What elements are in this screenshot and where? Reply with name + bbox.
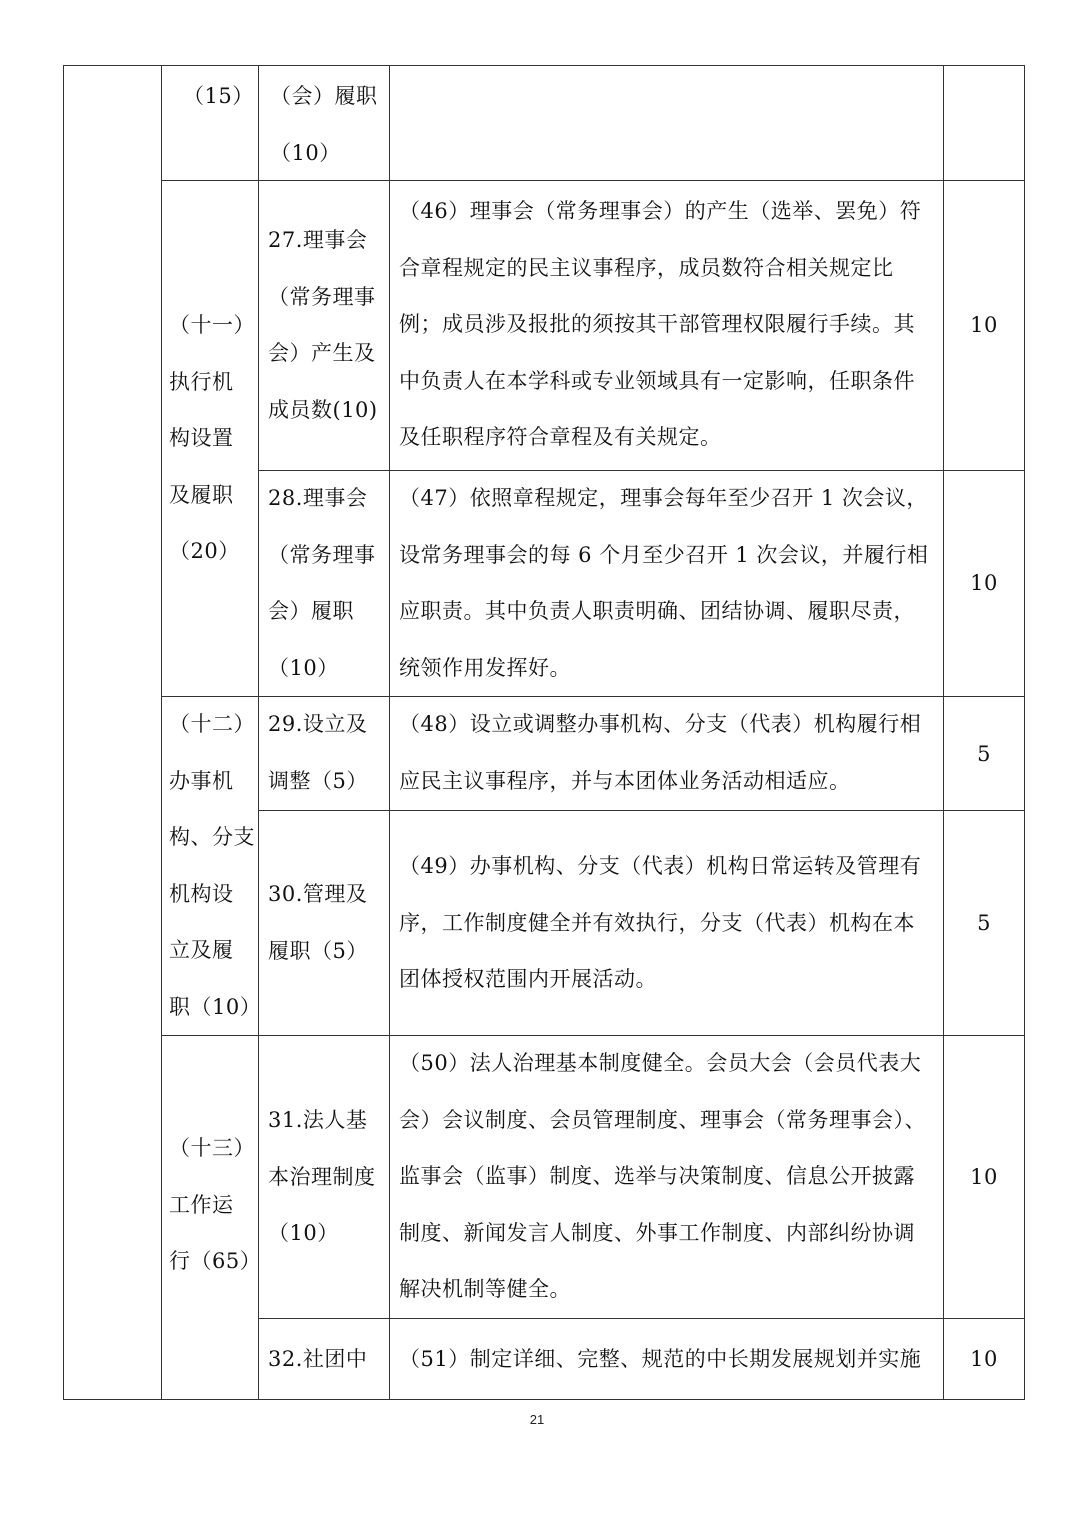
description-cell: （48）设立或调整办事机构、分支（代表）机构履行相应民主议事程序，并与本团体业务活动相适应。 — [399, 712, 922, 793]
item-cell: 29.设立及 调整（5） — [268, 712, 368, 793]
item-cell: 32.社团中 — [268, 1347, 368, 1371]
description-cell: （46）理事会（常务理事会）的产生（选举、罢免）符合章程规定的民主议事程序，成员数符合相关规定比例；成员涉及报批的须按其干部管理权限履行手续。其中负责人在本学科或专业领域具有一定影响，任职条件及任职程序符合章程及有关规定。 — [399, 199, 922, 449]
score-cell: 10 — [970, 571, 998, 595]
item-cell: 30.管理及 履职（5） — [268, 882, 368, 963]
description-cell: （47）依照章程规定，理事会每年至少召开 1 次会议，设常务理事会的每 6 个月至少召开 1 次会议，并履行相应职责。其中负责人职责明确、团结协调、履职尽责，统领作用发挥好。 — [399, 486, 929, 680]
category-cell: （十二） 办事机 构、分支 机构设 立及履 职（10） — [169, 712, 262, 1019]
item-cell: 31.法人基 本治理制度 （10） — [268, 1108, 376, 1245]
row-divider — [258, 1318, 1024, 1319]
category-cell: （15） — [183, 84, 254, 108]
score-cell: 10 — [970, 1347, 998, 1371]
item-cell: （会）履职 （10） — [270, 84, 378, 165]
row-divider — [258, 810, 1024, 811]
score-cell: 5 — [977, 742, 991, 766]
score-cell: 10 — [970, 1165, 998, 1189]
score-cell: 5 — [977, 911, 991, 935]
evaluation-table — [63, 65, 1025, 1400]
description-cell: （49）办事机构、分支（代表）机构日常运转及管理有序，工作制度健全并有效执行，分支（代表）机构在本团体授权范围内开展活动。 — [399, 854, 922, 991]
description-cell: （50）法人治理基本制度健全。会员大会（会员代表大会）会议制度、会员管理制度、理事会（常务理事会）、监事会（监事）制度、选举与决策制度、信息公开披露制度、新闻发言人制度、外事工作制度、内部纠纷协调解决机制等健全。 — [399, 1051, 926, 1301]
score-cell: 10 — [970, 313, 998, 337]
category-cell: （十一） 执行机 构设置 及履职 （20） — [169, 313, 255, 563]
item-cell: 27.理事会 （常务理事 会）产生及 成员数(10) — [268, 228, 378, 422]
description-cell: （51）制定详细、完整、规范的中长期发展规划并实施 — [399, 1347, 922, 1371]
page-number: 21 — [529, 1412, 545, 1427]
category-cell: （十三） 工作运 行（65） — [169, 1136, 262, 1273]
item-cell: 28.理事会 （常务理事 会）履职 （10） — [268, 486, 376, 680]
